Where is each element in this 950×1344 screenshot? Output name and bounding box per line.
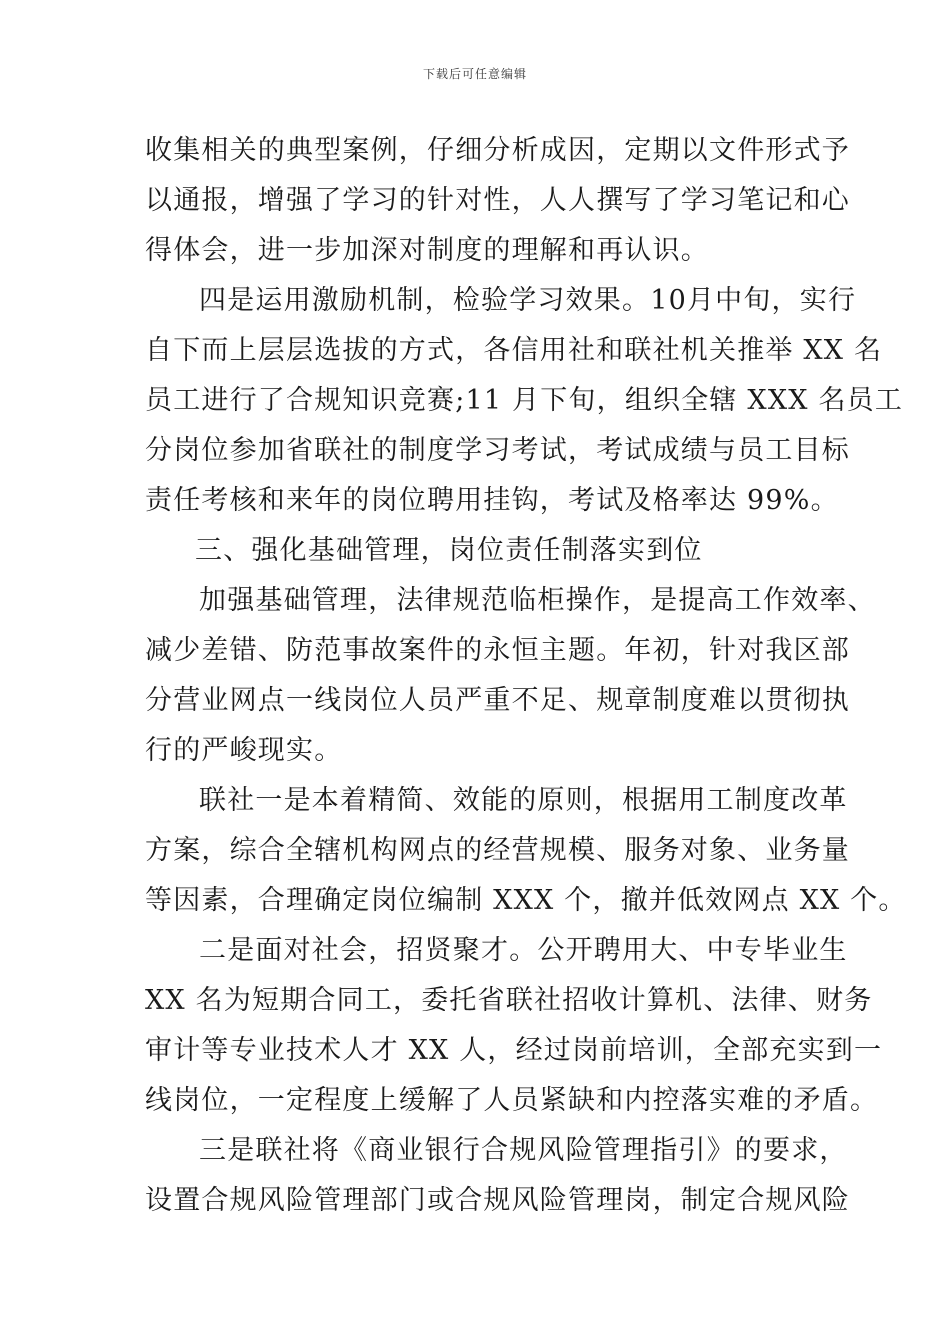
paragraph-start-line: 三是联社将《商业银行合规风险管理指引》的要求， <box>199 1135 848 1166</box>
paragraph-start-line: 加强基础管理，法律规范临柜操作，是提高工作效率、 <box>199 585 876 616</box>
text-line: 行的严峻现实。 <box>145 735 343 766</box>
section-heading: 三、强化基础管理，岗位责任制落实到位 <box>195 535 703 566</box>
paragraph-start-line: 四是运用激励机制，检验学习效果。10月中旬，实行 <box>199 285 857 316</box>
text-line: 减少差错、防范事故案件的永恒主题。年初，针对我区部 <box>145 635 850 666</box>
text-line: 分岗位参加省联社的制度学习考试，考试成绩与员工目标 <box>145 435 850 466</box>
text-line: XX 名为短期合同工，委托省联社招收计算机、法律、财务 <box>145 985 873 1016</box>
text-line: 线岗位，一定程度上缓解了人员紧缺和内控落实难的矛盾。 <box>145 1085 879 1116</box>
page-header-note: 下载后可任意编辑 <box>422 67 527 81</box>
text-line: 员工进行了合规知识竞赛;11 月下旬，组织全辖 XXX 名员工 <box>145 385 904 416</box>
text-line: 分营业网点一线岗位人员严重不足、规章制度难以贯彻执 <box>145 685 850 716</box>
paragraph-start-line: 联社一是本着精简、效能的原则，根据用工制度改革 <box>199 785 848 816</box>
text-line: 方案，综合全辖机构网点的经营规模、服务对象、业务量 <box>145 835 850 866</box>
text-line: 责任考核和来年的岗位聘用挂钩，考试及格率达 99%。 <box>145 485 839 516</box>
paragraph-start-line: 二是面对社会，招贤聚才。公开聘用大、中专毕业生 <box>199 935 848 966</box>
document-body <box>145 126 907 1226</box>
text-line: 审计等专业技术人才 XX 人，经过岗前培训，全部充实到一 <box>145 1035 883 1066</box>
text-line: 收集相关的典型案例，仔细分析成因，定期以文件形式予 <box>145 135 850 166</box>
text-line: 等因素，合理确定岗位编制 XXX 个，撤并低效网点 XX 个。 <box>145 885 907 916</box>
text-line: 以通报，增强了学习的针对性，人人撰写了学习笔记和心 <box>145 185 850 216</box>
text-line: 得体会，进一步加深对制度的理解和再认识。 <box>145 235 709 266</box>
text-line: 设置合规风险管理部门或合规风险管理岗，制定合规风险 <box>145 1185 850 1216</box>
text-line: 自下而上层层选拔的方式，各信用社和联社机关推举 XX 名 <box>145 335 883 366</box>
